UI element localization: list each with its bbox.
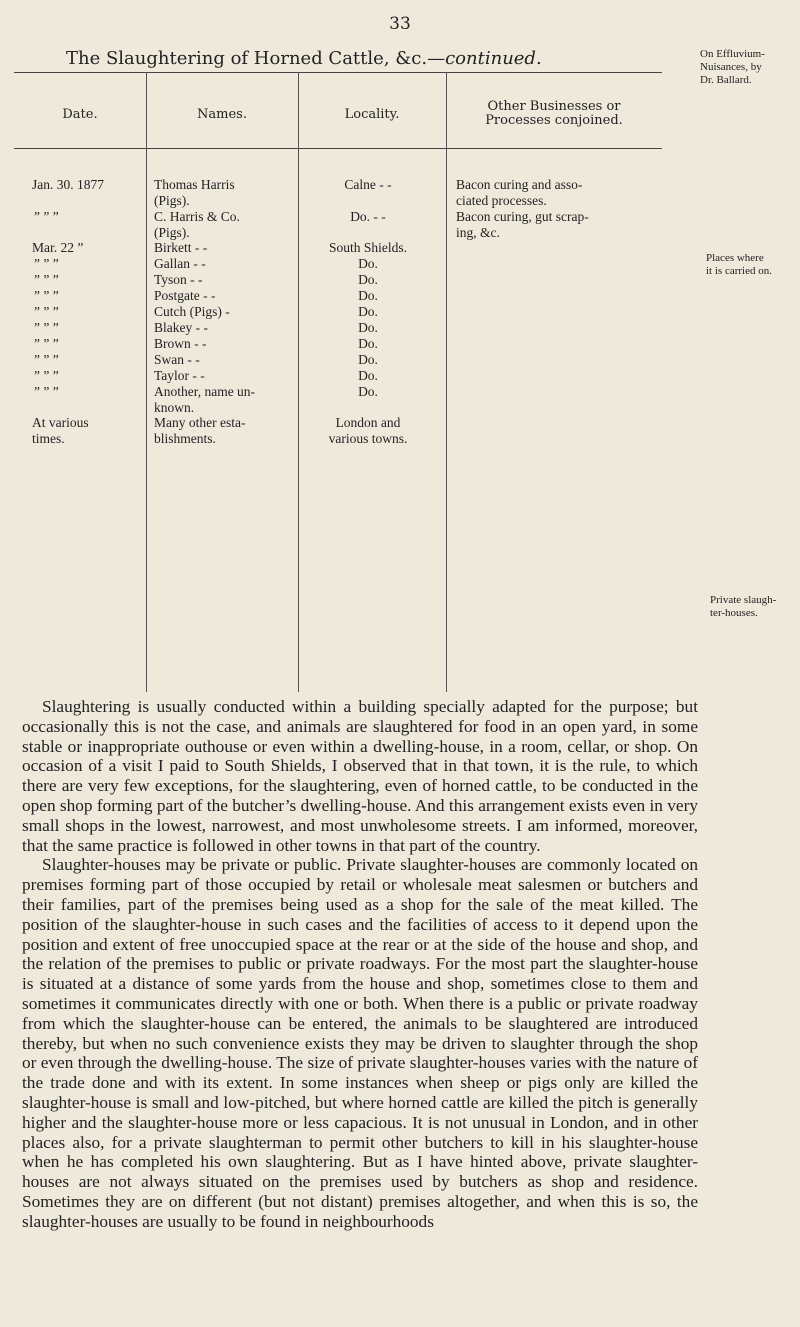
table-cell-names bbox=[154, 256, 206, 272]
table-cell-date bbox=[32, 304, 59, 320]
table-cell-line: Do. bbox=[358, 336, 378, 351]
table-cell-locality bbox=[298, 352, 438, 368]
table-cell-line: (Pigs). bbox=[154, 193, 190, 208]
table-cell-line: Do. bbox=[358, 288, 378, 303]
table-cell-locality bbox=[298, 288, 438, 304]
header-other-line: Other Businesses or bbox=[487, 99, 621, 114]
table-cell-line: Do. bbox=[358, 368, 378, 383]
table-cell-line: C. Harris & Co. bbox=[154, 209, 240, 224]
table-cell-names bbox=[154, 415, 245, 447]
table-cell-names bbox=[154, 209, 240, 241]
table-cell-line: ” ” ” bbox=[34, 336, 59, 351]
table-cell-line: Gallan - - bbox=[154, 256, 206, 271]
column-divider bbox=[446, 72, 447, 692]
table-cell-line: Bacon curing and asso- bbox=[456, 177, 583, 192]
running-title bbox=[66, 48, 542, 69]
header-other-businesses bbox=[446, 100, 662, 128]
table-cell-line: Blakey - - bbox=[154, 320, 208, 335]
table-cell-line: Do. bbox=[358, 256, 378, 271]
table-cell-line: Mar. 22 ” bbox=[32, 240, 84, 255]
paragraph-private-slaughter-houses: Slaughter-houses may be private or public. Private slaughter-houses are commonly located on premises forming part of those occupied by retail or wholesale meat salesmen or butchers and their families, part of the premises being used as a shop for the sale of the meat killed. The position of the slaughter-house in such cases and the facilities of access to it depend upon the position and extent of free unoccupied space at the rear or at the side of the house and shop, and the relation of the premises to public or private roadways. For the most part the slaughter-house is situated at a distance of some yards from the house and shop, sometimes close to them and sometimes it communicates directly with one or both. When there is a public or private roadway from which the slaughter-house can be entered, the animals to be slaughtered are introduced thereby, but when no such convenience exists they may be driven to slaughter through the shop or even through the dwelling-house. The size of private slaughter-houses varies with the nature of the trade done and with its extent. In some instances when sheep or pigs only are killed the slaughter-house is small and low-pitched, but where horned cattle are killed the pitch is generally higher and the slaughter-house more or less capacious. It is not unusual in London, and in other places also, for a private slaughterman to permit other butchers to kill in his slaughter-house when he has completed his own slaughtering. But as I have hinted above, private slaughter-houses are not always situated on the premises used by butchers as shop and residence. Sometimes they are on different (but not distant) premises altogether, and when this is so, the slaughter-houses are usually to be found in neighbourhoods bbox=[22, 855, 698, 1231]
table-cell-date bbox=[32, 272, 59, 288]
table-cell-locality bbox=[298, 368, 438, 384]
page-number: 33 bbox=[389, 14, 411, 34]
table-cell-line: Do. - - bbox=[350, 209, 386, 224]
table-cell-date bbox=[32, 415, 89, 447]
running-title-main: The Slaughtering of Horned Cattle, &c.— bbox=[66, 48, 446, 69]
table-cell-date bbox=[32, 209, 59, 225]
table-cell-locality bbox=[298, 209, 438, 225]
table-cell-line: ” ” ” bbox=[34, 304, 59, 319]
margin-note-line: Dr. Ballard. bbox=[700, 74, 752, 86]
table-cell-locality bbox=[298, 415, 438, 447]
paragraph-places: Slaughtering is usually conducted within a building specially adapted for the purpose; but occasionally this is not the case, and animals are slaughtered for food in an open yard, in some stable or inappropriate outhouse or even within a dwelling-house, in a room, cellar, or shop. On occasion of a visit I paid to South Shields, I observed that in that town, it is the rule, to which there are very few exceptions, for the slaughtering, even of horned cattle, to be conducted in the open shop forming part of the butcher’s dwelling-house. And this arrangement exists even in very small shops in the lowest, narrowest, and most unwholesome streets. I am informed, moreover, that the same practice is followed in other towns in that part of the country. bbox=[22, 697, 698, 855]
table-cell-names bbox=[154, 352, 200, 368]
table-cell-names bbox=[154, 288, 216, 304]
table-cell-line: Do. bbox=[358, 352, 378, 367]
table-cell-line: Another, name un- bbox=[154, 384, 256, 399]
table-cell-date bbox=[32, 288, 59, 304]
table-cell-line: London and bbox=[335, 415, 401, 430]
header-date: Date. bbox=[62, 107, 98, 122]
table-cell-other bbox=[456, 209, 589, 241]
body-text bbox=[22, 697, 698, 1232]
table-cell-line: Do. bbox=[358, 320, 378, 335]
margin-note-private bbox=[710, 594, 776, 620]
table-cell-locality bbox=[298, 177, 438, 193]
margin-note-line: Nuisances, by bbox=[700, 61, 762, 73]
table-cell-line: ” ” ” bbox=[34, 368, 59, 383]
table-cell-locality bbox=[298, 336, 438, 352]
table-cell-line: ing, &c. bbox=[456, 225, 500, 240]
header-names: Names. bbox=[197, 107, 247, 122]
table-cell-line: known. bbox=[154, 400, 195, 415]
table-cell-locality bbox=[298, 240, 438, 256]
table-cell-date bbox=[32, 352, 59, 368]
table-cell-line: ciated processes. bbox=[456, 193, 547, 208]
table-cell-line: times. bbox=[32, 431, 65, 446]
table-cell-names bbox=[154, 336, 207, 352]
table-rule-header bbox=[14, 148, 662, 149]
table-cell-line: Do. bbox=[358, 384, 378, 399]
table-cell-date bbox=[32, 384, 59, 400]
table-cell-names bbox=[154, 177, 235, 209]
table-cell-line: (Pigs). bbox=[154, 225, 190, 240]
table-cell-date bbox=[32, 336, 59, 352]
table-cell-line: blishments. bbox=[154, 431, 216, 446]
table-cell-date bbox=[32, 177, 104, 193]
table-cell-line: Thomas Harris bbox=[154, 177, 235, 192]
table-cell-names bbox=[154, 384, 255, 416]
table-cell-line: ” ” ” bbox=[34, 272, 59, 287]
table-cell-line: Postgate - - bbox=[154, 288, 216, 303]
table-cell-line: ” ” ” bbox=[34, 256, 59, 271]
table-cell-line: various towns. bbox=[328, 431, 408, 446]
table-cell-line: Swan - - bbox=[154, 352, 200, 367]
table-cell-line: Tyson - - bbox=[154, 272, 203, 287]
column-divider bbox=[146, 72, 147, 692]
table-cell-names bbox=[154, 320, 208, 336]
header-other-line: Processes conjoined. bbox=[485, 113, 623, 128]
margin-note-line: it is carried on. bbox=[706, 265, 772, 277]
margin-note-line: On Effluvium- bbox=[700, 48, 765, 60]
table-cell-line: Brown - - bbox=[154, 336, 207, 351]
table-cell-line: Bacon curing, gut scrap- bbox=[456, 209, 589, 224]
table-cell-date bbox=[32, 368, 59, 384]
table-cell-names bbox=[154, 368, 205, 384]
table-cell-names bbox=[154, 240, 207, 256]
table-cell-line: Do. bbox=[358, 272, 378, 287]
table-cell-line: Do. bbox=[358, 304, 378, 319]
table-cell-names bbox=[154, 304, 230, 320]
table-cell-date bbox=[32, 256, 59, 272]
table-cell-line: Birkett - - bbox=[154, 240, 208, 255]
margin-note-line: Places where bbox=[706, 252, 764, 264]
table-cell-line: ” ” ” bbox=[34, 320, 59, 335]
table-cell-line: ” ” ” bbox=[34, 352, 59, 367]
margin-note-line: ter-houses. bbox=[710, 607, 758, 619]
table-cell-locality bbox=[298, 272, 438, 288]
table-cell-line: ” ” ” bbox=[34, 288, 59, 303]
table-cell-locality bbox=[298, 384, 438, 400]
table-cell-line: Cutch (Pigs) - bbox=[154, 304, 230, 319]
table-cell-line: Many other esta- bbox=[154, 415, 246, 430]
margin-note-places bbox=[706, 252, 772, 278]
margin-note-effluvium bbox=[700, 48, 765, 87]
table-cell-line: Jan. 30. 1877 bbox=[32, 177, 104, 192]
table-cell-date bbox=[32, 320, 59, 336]
table-cell-other bbox=[456, 177, 582, 209]
table-cell-line: Calne - - bbox=[344, 177, 392, 192]
table-cell-line: South Shields. bbox=[328, 240, 407, 255]
table-cell-line: ” ” ” bbox=[34, 384, 59, 399]
table-cell-names bbox=[154, 272, 203, 288]
margin-note-line: Private slaugh- bbox=[710, 594, 777, 606]
running-title-continued: continued. bbox=[445, 48, 542, 69]
table-cell-line: ” ” ” bbox=[34, 209, 59, 224]
table-cell-locality bbox=[298, 256, 438, 272]
table-cell-date bbox=[32, 240, 83, 256]
table-cell-locality bbox=[298, 304, 438, 320]
table-cell-line: At various bbox=[32, 415, 89, 430]
table-rule-top bbox=[14, 72, 662, 73]
table-cell-line: Taylor - - bbox=[154, 368, 205, 383]
table-cell-locality bbox=[298, 320, 438, 336]
header-locality: Locality. bbox=[344, 107, 400, 122]
